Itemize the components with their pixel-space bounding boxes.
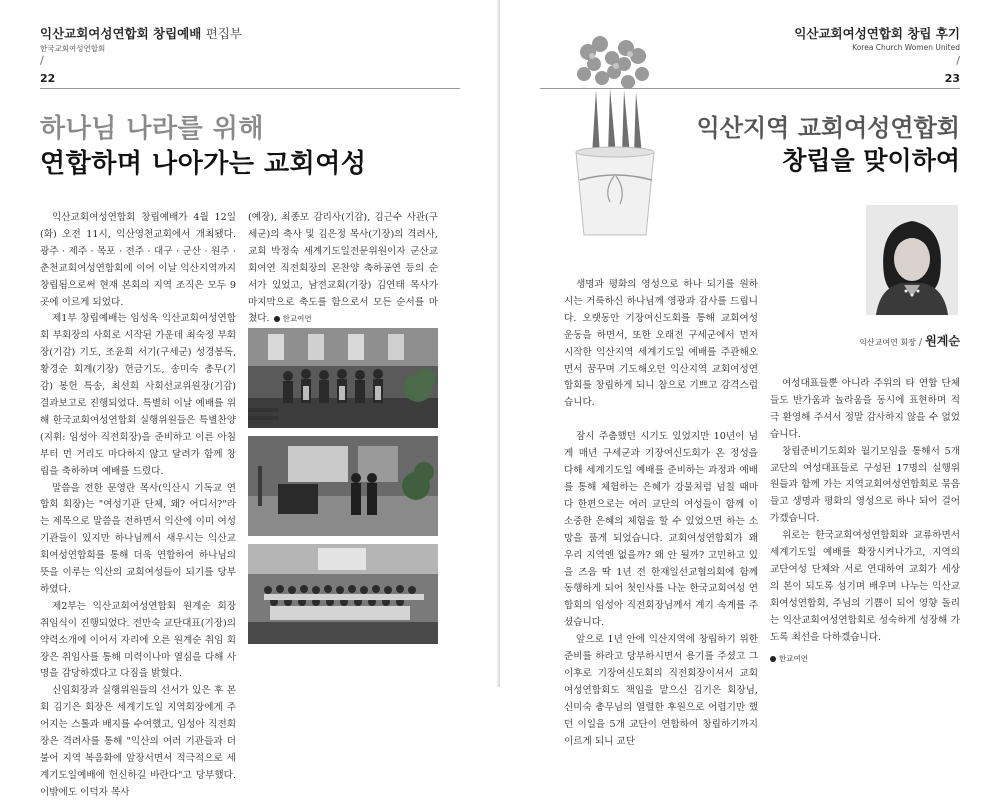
group-photo: [248, 544, 438, 644]
left-headline-2: 연합하며 나아가는 교회여성: [40, 149, 367, 179]
worship-photo: [248, 328, 438, 428]
left-header-title-text: 익산교회여성연합회 창립예배: [40, 26, 202, 41]
signature-bullet-icon: [770, 656, 776, 662]
left-column-1: [40, 210, 236, 802]
left-col1-para: 신임회장과 실행위원들의 선서가 있은 후 본회 김기은 회장은 세계기도일 지역회장에게 주어지는 스톨과 배지를 수여했고, 임성아 직전회장은 격려사를 통해 "익산의 여러 기관들과 더불어 지역 복음화에 앞장서면서 적극적으로 세계기도일예배에 헌신하길 바란다"고 당부했다. 이밖에도 이덕자 목사: [40, 685, 236, 798]
left-col1-para: 말씀을 전한 문영란 목사(익산시 기독교 연합회 회장)는 "여성기관 단체, 왜? 어디서?"라는 제목으로 말씀을 전하면서 익산에 이미 여성기관들이 있지만 하나님께서 새우시는 익산교회여성연합회를 통해 더욱 연합하여 하나님의 뜻을 이루는 익산의 교회여성들이 되기를 당부하였다.: [40, 482, 236, 595]
right-signature-text: 한교여연: [779, 653, 808, 663]
left-header-slash: /: [40, 54, 44, 67]
right-column-1: [564, 277, 758, 750]
left-headline-1: 하나님 나라를 위해: [40, 114, 265, 144]
caption-role: 익산교여연 회장: [859, 338, 916, 347]
left-signature-text: 한교여연: [282, 314, 312, 324]
right-page: [500, 0, 1000, 747]
left-col1-para: 제2부는 익산교회여성연합회 원계순 회장 취임식이 진행되었다. 전만숙 교단대표(기장)의 약력소개에 이어서 자리에 오른 원계순 취임 회장은 취임사를 통해 미력이나마 열심을 다해 사명을 감당하겠다고 다짐을 밝혔다.: [40, 600, 236, 680]
right-col1-para: 잠시 주춤했던 시기도 있었지만 10년이 넘게 매년 구세군과 기장여신도회가 온 정성을 다해 세계기도일 예배를 준비하는 과정과 예배를 통해 체험하는 은혜가 강물처럼 넘칠 때마다 한편으로는 여러 교단의 여성들이 함께 이 소중한 은혜의 체험을 할 수 있었으면 하는 소망을 품게 되었습니다. 교회여성연합회가 왜 우리 지역엔 없을까? 왜 안 될까? 고민하고 있을 즈음 딱 1년 전 한재일선교협의회에 함께 동행하게 되어 첫인사를 나눈 한국교회여성 연합회의 임성아 직전회장님께서 계기 속계를 주셨습니다.: [564, 431, 758, 629]
left-col2-para: (예장), 최종모 감리사(기감), 김근수 사관(구세군)의 축사 및 김은정 목사(기장)의 격려사, 교회 박정숙 세계기도일전문위원이자 군산교회여연 직전회장의 몬찬양 축하공연 등의 순서가 있었고, 남전교회(기장) 김연태 목사가 마지막으로 축도를 함으로서 모든 순서를 마쳤다.: [248, 212, 438, 325]
left-header-rule: [40, 88, 460, 89]
flower-pot-illustration: [566, 30, 666, 240]
right-header-subtitle: Korea Church Women United: [852, 43, 960, 52]
right-header-slash: /: [956, 54, 960, 67]
left-header-title: [40, 24, 242, 42]
right-header-title: 익산교회여성연합회 창립 후기: [794, 26, 960, 41]
right-col2-para: 창립준비기도회와 월기모임을 통해서 5개 교단의 여성대표들로 구성된 17명의 실행위원들과 함께 가는 지역교회여성연합회로 묶음 들고 생명과 평화의 영성으로 하나 되어 걸어가겠습니다.: [770, 445, 960, 525]
author-portrait: [866, 205, 958, 315]
caption-separator: /: [918, 337, 923, 348]
stage-photo: [248, 436, 438, 536]
portrait-caption: [859, 330, 960, 349]
right-headline-2: 창립을 맞이하여: [782, 146, 960, 175]
left-column-2: [248, 210, 438, 328]
left-col1-para: 익산교회여성연합회 창립예배가 4월 12일(화) 오전 11시, 익산영천교회에서 개최됐다. 광주 · 제주 · 목포 · 전주 · 대구 · 군산 · 원주 · 춘천교회여성연합회에 이어 이날 익산지역까지 창립됨으로써 현재 본회의 지역 조직은 모두 9곳에 이르게 되었다.: [40, 212, 236, 308]
caption-name: 원계순: [925, 334, 960, 348]
right-col1-para: 앞으로 1년 안에 익산지역에 창립하기 위한 준비를 하라고 당부하시면서 용기를 주셨고 그 이후로 기장여신도회의 직전회장이셔서 교회여성연합회도 책임을 맡으신 김기은 회장님, 신미숙 총무님의 열렬한 후원으로 어렵기만 했던 이일을 5개 교단이 연합하여 창립하기까지 이르게 되니 교단: [564, 634, 758, 747]
left-header-section: 편집부: [205, 26, 242, 41]
right-col2-para: 여성대표들뿐 아니라 주위의 타 연합 단체들도 반가움과 놀라움을 동시에 표현하며 적극 환영해 주셔서 정말 감사하지 않을 수 없었습니다.: [770, 378, 960, 440]
left-col1-para: 제1부 창립예배는 임성옥 익산교회여성연합회 부회장의 사회로 시작된 가운데 최숙정 부회장(기감) 기도, 조윤희 서기(구세군) 성경봉독, 황경순 회계(기장) 헌금기도, 송미숙 총무(기감) 봉헌 특송, 최선희 사회선교위원장(기감) 결과보고로 진행되었다. 특별히 이날 예배를 위해 한국교회여성연합회 실행위원들은 특별찬양(지휘: 임성아 직전회장)을 준비하고 이른 아침부터 먼 거리도 마다하지 않고 달려가 함께 창립을 축하하며 예배를 드렸다.: [40, 313, 236, 477]
left-header-subtitle: 한국교회여성연합회: [40, 44, 106, 53]
left-page: [0, 0, 500, 798]
right-signature: [770, 651, 808, 668]
signature-bullet-icon: [274, 316, 280, 322]
right-column-2: [770, 376, 960, 667]
right-page-number: 23: [944, 72, 960, 85]
left-signature: [274, 311, 312, 328]
right-col2-para: 위로는 한국교회여성연합회와 교류하면서 세계기도일 예배를 확장시켜나가고, 지역의 교단여성 단체와 서로 연대하여 교회가 세상의 본이 되도록 섬기며 배우며 나누는 익산교회여성연합회, 주님의 기쁨이 되어 영향 돌리는 익산교회여성연합회로 성숙하게 성장해 가도록 최선을 다하겠습니다.: [770, 530, 960, 643]
right-col1-para: 생명과 평화의 영성으로 하나 되기를 원하시는 거룩하신 하나님께 영광과 감사를 드립니다. 오랫동안 기장여신도회를 통해 교회여성 운동을 하면서, 또한 오래전 구세군에서 먼저 시작한 익산지역 세계기도일 예배를 주관해오면서 꿈꾸며 기도해오던 익산지역 교회여성연합회를 창립하게 되니 참으로 기쁘고 감격스럽습니다.: [564, 279, 758, 409]
left-page-number: 22: [40, 72, 56, 85]
right-headline-1: 익산지역 교회여성연합회: [696, 114, 960, 142]
